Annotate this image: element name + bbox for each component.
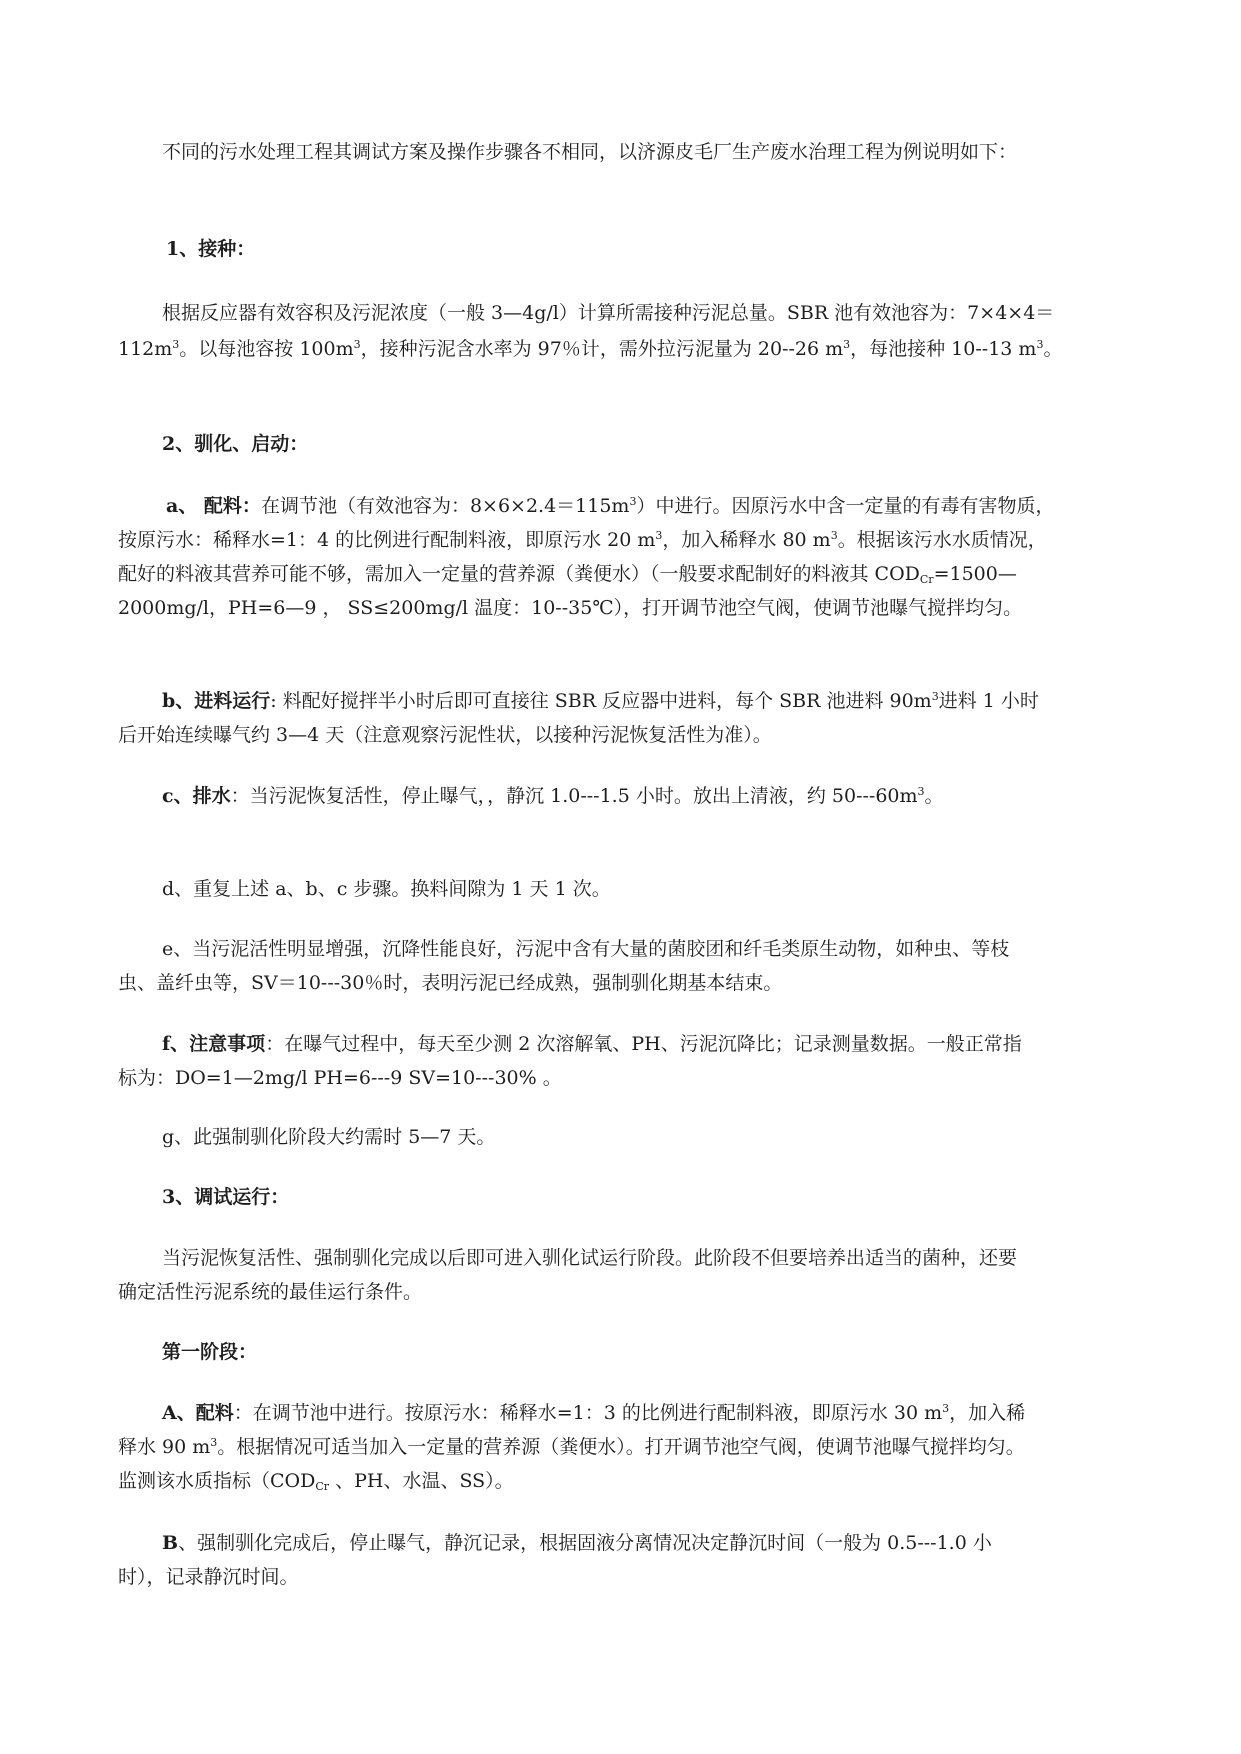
step-A-line-3: 监测该水质指标（$COD_{Cr}$ 、PH、水温、SS）。: [118, 1470, 514, 1493]
step-A-line-2: 释水 90 $m^3$。根据情况可适当加入一定量的营养源（粪便水）。打开调节池空气阀，使调节池曝气搅拌均匀。: [118, 1436, 1025, 1458]
step-e-line-1: e、当污泥活性明显增强，沉降性能良好，污泥中含有大量的菌胶团和纤毛类原生动物，如种虫、等枝: [162, 938, 1010, 960]
step-d-line-1: d、重复上述 a、b、c 步骤。换料间隙为 1 天 1 次。: [162, 878, 611, 900]
step-f-line-2: 标为：DO=1—2mg/l PH=6---9 SV=10---30% 。: [118, 1067, 562, 1089]
step-a-line-2: 按原污水：稀释水=1：4 的比例进行配制料液，即原污水 20 $m^3$，加入稀释水 80 $m^3$。根据该污水水质情况，: [118, 529, 1047, 551]
step-B-line-2: 时），记录静沉时间。: [118, 1566, 299, 1588]
step-f-line-1: f、注意事项：在曝气过程中，每天至少测 2 次溶解氧、PH、污泥沉降比；记录测量数据。一般正常指: [162, 1033, 1022, 1055]
section-1-line-2: $112m^3$。以每池容按 $100m^3$，接种污泥含水率为 97％计，需外拉污泥量为 20--26 $m^3$，每池接种 10--13 $m^3$。: [118, 338, 1063, 360]
intro-paragraph: 不同的污水处理工程其调试方案及操作步骤各不相同，以济源皮毛厂生产废水治理工程为例说明如下：: [162, 141, 1018, 163]
section-2-heading: 2、驯化、启动：: [162, 433, 309, 455]
step-c-line-1: c、排水：当污泥恢复活性，停止曝气，，静沉 1.0---1.5 小时。放出上清液，约 $50---60m^3$。: [162, 785, 944, 807]
step-b-line-2: 后开始连续曝气约 3—4 天（注意观察污泥性状，以接种污泥恢复活性为准）。: [118, 724, 772, 746]
step-B-line-1: B、强制驯化完成后，停止曝气，静沉记录，根据固液分离情况决定静沉时间（一般为 0.5---1.0 小: [162, 1532, 992, 1554]
stage-1-heading: 第一阶段：: [162, 1341, 258, 1363]
section-3-heading: 3、调试运行：: [162, 1186, 290, 1208]
section-3-para-line-2: 确定活性污泥系统的最佳运行条件。: [118, 1281, 423, 1303]
step-a-line-3: 配好的料液其营养可能不够，需加入一定量的营养源（粪便水）（一般要求配制好的料液其 $COD_{Cr}=1500—$: [118, 563, 1017, 586]
section-3-para-line-1: 当污泥恢复活性、强制驯化完成以后即可进入驯化试运行阶段。此阶段不但要培养出适当的菌种，还要: [162, 1247, 1018, 1269]
step-g-line-1: g、此强制驯化阶段大约需时 5—7 天。: [162, 1126, 496, 1148]
section-1-line-1: 根据反应器有效容积及污泥浓度（一般 3—4g/l）计算所需接种污泥总量。SBR 池有效池容为：7×4×4＝: [162, 302, 1055, 324]
step-a-line-4: 2000mg/l，PH=6—9 ， SS≤200mg/l 温度：10--35℃），打开调节池空气阀，使调节池曝气搅拌均匀。: [118, 597, 1023, 619]
step-a-line-1: a、 配料：在调节池（有效池容为：$8\times 6\times 2.4=115m^3$）中进行。因原污水中含一定量的有毒有害物质，: [166, 495, 1055, 517]
step-A-line-1: A、配料：在调节池中进行。按原污水：稀释水=1：3 的比例进行配制料液，即原污水 30 $m^3$，加入稀: [162, 1402, 1026, 1424]
step-b-line-1: b、进料运行: 料配好搅拌半小时后即可直接往 SBR 反应器中进料，每个 SBR 池进料 $90m^3$进料 1 小时: [162, 690, 1039, 712]
step-e-line-2: 虫、盖纤虫等，SV＝10---30％时，表明污泥已经成熟，强制驯化期基本结束。: [118, 972, 783, 994]
section-1-heading: 1、接种：: [166, 238, 256, 260]
